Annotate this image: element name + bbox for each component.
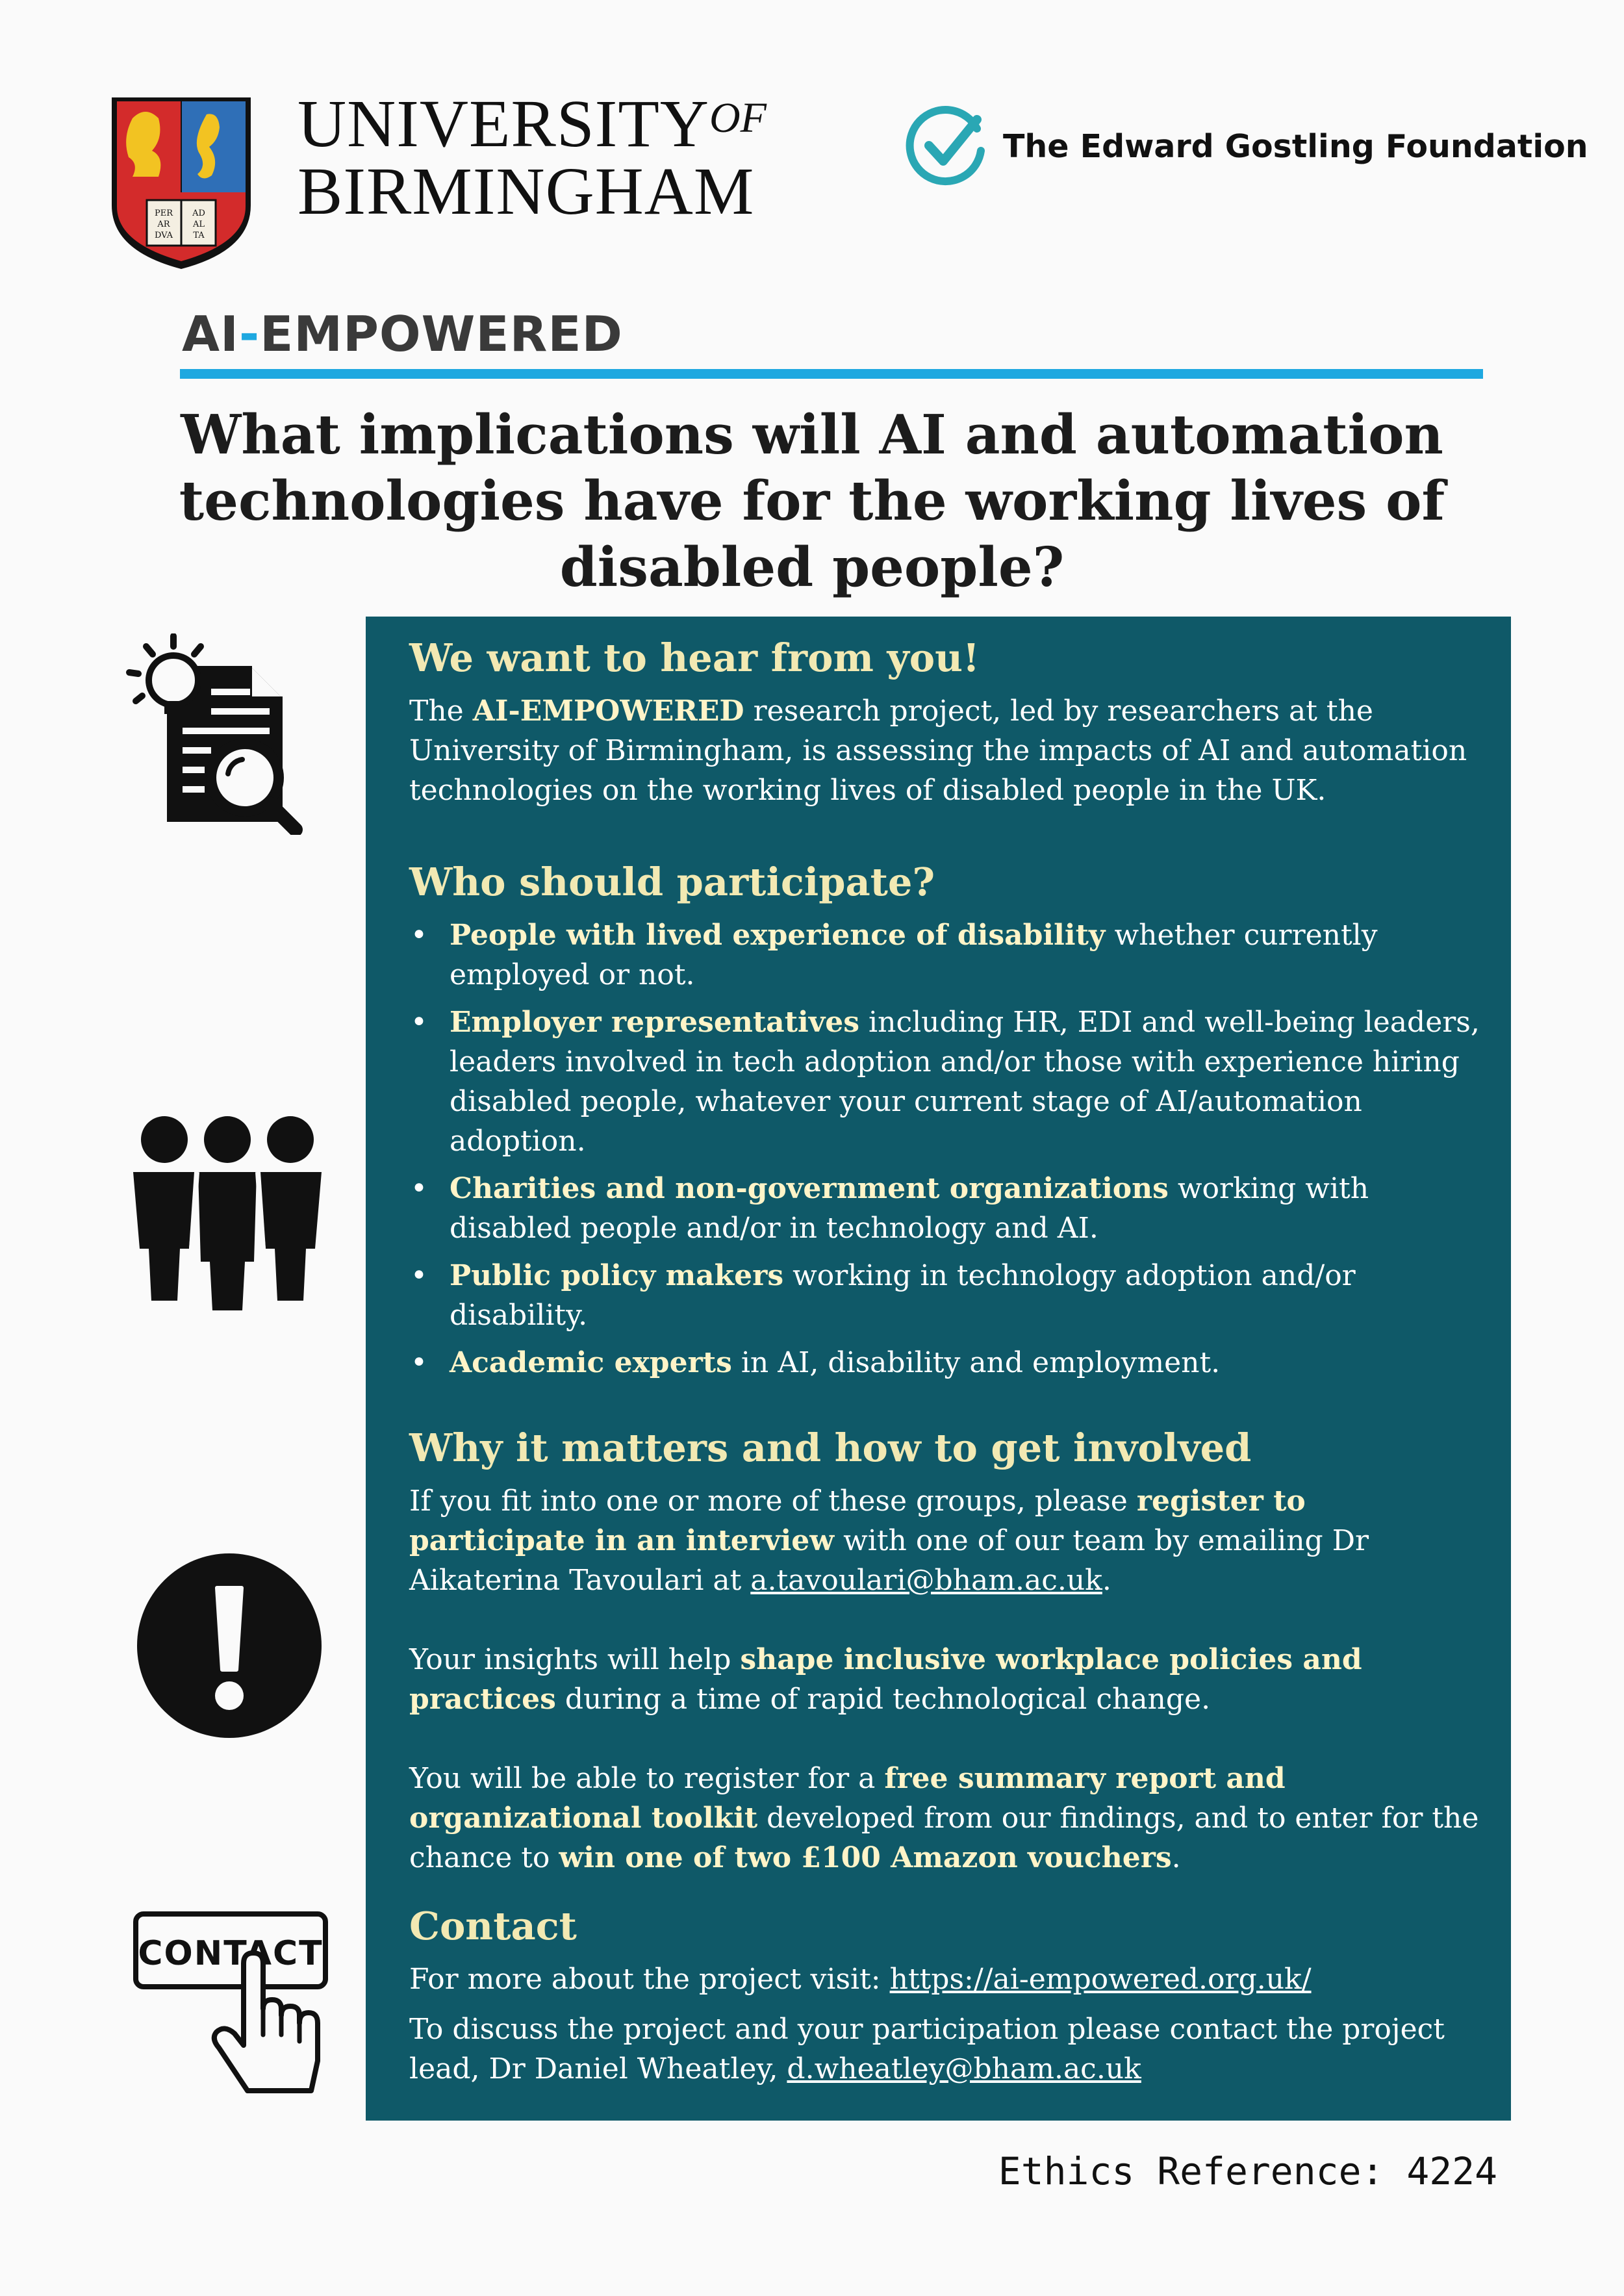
ethics-reference: Ethics Reference: 4224: [998, 2149, 1497, 2193]
accent-divider: [180, 369, 1483, 379]
hear-text-post: research project, led by researchers at the University of Birmingham, is assessing the impacts of AI and automation technologies on the working lives of disabled people in the UK.: [409, 695, 1467, 807]
lightbulb-document-magnifier-icon: [120, 633, 322, 835]
list-item-bold: Academic experts: [450, 1346, 732, 1379]
list-item-bold: People with lived experience of disability: [450, 919, 1106, 952]
why-p1-bold: register to participate in an interview: [409, 1485, 1306, 1557]
svg-text:DVA: DVA: [154, 231, 173, 240]
list-item: [409, 1002, 1488, 1161]
contact-button-label: CONTACT: [138, 1934, 324, 1973]
why-p2-post: during a time of rapid technological change.: [555, 1683, 1211, 1716]
group-of-people-icon: [127, 1112, 328, 1314]
why-p1-mid: with one of our team by emailing Dr Aikaterina Tavoulari at: [409, 1524, 1369, 1597]
contact-paragraph-1: [409, 1959, 1488, 1999]
university-of: OF: [709, 94, 767, 142]
project-tag-ai: AI: [182, 305, 239, 363]
why-p3-bold2: win one of two £100 Amazon vouchers: [559, 1841, 1172, 1874]
project-tag-dash: -: [238, 305, 260, 363]
svg-text:AL: AL: [192, 220, 205, 229]
svg-text:PER: PER: [154, 209, 173, 218]
contact-paragraph-2: [409, 2009, 1488, 2089]
project-website-link[interactable]: https://ai-empowered.org.uk/: [889, 1963, 1312, 1996]
list-item-text: including HR, EDI and well-being leaders, leaders involved in tech adoption and/or those with experience hiring disabled people, whatever your current stage of AI/automation adoption.: [450, 1006, 1480, 1158]
list-item: [409, 1169, 1488, 1248]
why-p3-bold1: free summary report and organizational toolkit: [409, 1762, 1286, 1835]
contact-p1-pre: For more about the project visit:: [409, 1963, 890, 1996]
contact-heading: Contact: [409, 1904, 577, 1948]
who-heading: Who should participate?: [409, 860, 935, 904]
list-item-text: working in technology adoption and/or disability.: [450, 1259, 1356, 1332]
list-item-bold: Public policy makers: [450, 1259, 784, 1292]
why-p2-pre: Your insights will help: [409, 1643, 741, 1676]
project-tag: [182, 305, 623, 363]
list-item-bold: Charities and non-government organizations: [450, 1172, 1169, 1205]
list-item: [409, 1256, 1488, 1335]
why-paragraph-3: [409, 1759, 1488, 1878]
why-p3-end: .: [1171, 1841, 1181, 1874]
why-heading: Why it matters and how to get involved: [409, 1425, 1252, 1470]
tavoulari-email-link[interactable]: a.tavoulari@bham.ac.uk: [750, 1564, 1102, 1597]
svg-text:AR: AR: [157, 220, 170, 229]
foundation-logo: [904, 104, 1588, 188]
list-item: [409, 1343, 1488, 1383]
university-crest-icon: [109, 95, 253, 272]
exclamation-circle-icon: [135, 1551, 324, 1740]
why-p3-mid: developed from our findings, and to enter for the chance to: [409, 1802, 1479, 1874]
hear-paragraph: [409, 691, 1488, 810]
university-logo-wordmark: [298, 84, 767, 229]
university-line1: UNIVERSITY: [298, 86, 709, 161]
project-tag-empowered: EMPOWERED: [260, 305, 623, 363]
svg-text:AD: AD: [192, 209, 205, 218]
university-line2: BIRMINGHAM: [298, 154, 755, 229]
info-panel-content: [409, 635, 1488, 2089]
list-item: [409, 915, 1488, 995]
wheatley-email-link[interactable]: d.wheatley@bham.ac.uk: [787, 2052, 1141, 2086]
participant-list: [409, 915, 1488, 1383]
checkmark-circle-icon: [904, 104, 989, 188]
foundation-name: The Edward Gostling Foundation: [1003, 127, 1588, 165]
list-item-bold: Employer representatives: [450, 1006, 860, 1039]
hear-text-bold: AI-EMPOWERED: [472, 695, 744, 728]
list-item-text: in AI, disability and employment.: [731, 1346, 1221, 1379]
why-paragraph-2: [409, 1640, 1488, 1719]
list-item-text: whether currently employed or not.: [450, 919, 1378, 991]
why-p1-end: .: [1102, 1564, 1111, 1597]
why-paragraph-1: [409, 1481, 1488, 1600]
why-p1-pre: If you fit into one or more of these groups, please: [409, 1485, 1137, 1518]
contact-p2-pre: To discuss the project and your participation please contact the project lead, Dr Daniel Wheatley,: [409, 2013, 1445, 2086]
contact-button-hand-icon: [133, 1911, 328, 2093]
hear-text-pre: The: [409, 695, 473, 728]
hear-heading: We want to hear from you!: [409, 635, 980, 680]
why-p2-bold: shape inclusive workplace policies and practices: [409, 1643, 1362, 1716]
list-item-text: working with disabled people and/or in technology and AI.: [450, 1172, 1369, 1245]
svg-text:TA: TA: [193, 231, 205, 240]
page-title: What implications will AI and automation technologies have for the working lives of disabled people?: [179, 403, 1445, 599]
why-p3-pre: You will be able to register for a: [409, 1762, 885, 1795]
